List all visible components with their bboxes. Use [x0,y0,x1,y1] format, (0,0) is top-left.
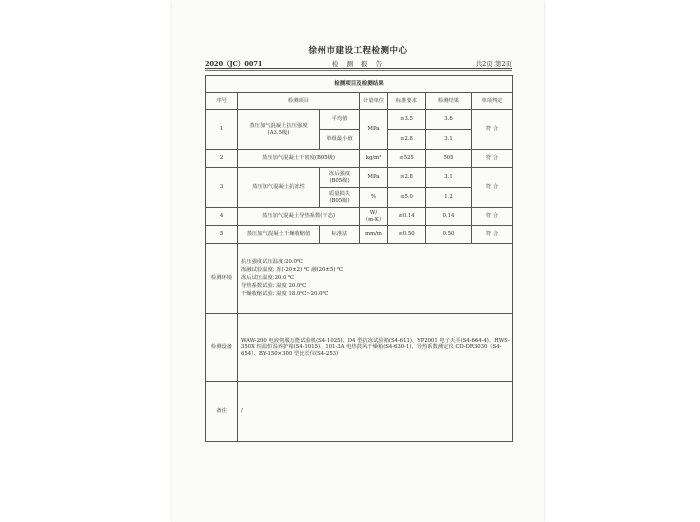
row-judgement: 符 合 [472,208,513,226]
table-caption: 检测项目及检测结果 [206,76,513,93]
row-item: 蒸压加气混凝土导热系数(干态) [238,208,360,226]
row-unit: W/（m·K） [360,208,388,226]
row-result: 0.50 [426,226,472,244]
environment-line: 干燥收缩试验: 温度 18.0℃~20.0℃ [241,291,329,298]
note-row [206,382,513,442]
row-subitem: 标准法 [320,226,360,244]
environment-line: 冻融试验温度: 冻(-20±2) ℃ 融(20±5) ℃ [241,267,343,274]
note-content: / [238,382,513,442]
col-header-no: 序号 [206,93,238,110]
report-page [172,0,544,522]
row-no: 5 [206,226,238,244]
table-row [206,110,513,130]
center-name: 徐州市建设工程检测中心 [308,46,408,56]
row-result: 3.1 [426,130,472,150]
table-row [206,168,513,188]
row-judgement: 符 合 [472,110,513,150]
row-subitem [320,188,360,208]
row-result: 505 [426,150,472,168]
row-unit: MPa [360,168,388,188]
row-subitem: 平均值 [320,110,360,130]
row-item-line2: (A3.5级) [267,129,290,136]
row-no: 3 [206,168,238,208]
table-row [206,226,513,244]
row-result: 3.6 [426,110,472,130]
row-standard: ≤5.0 [388,188,426,208]
row-standard: ≥3.5 [388,110,426,130]
row-judgement: 符 合 [472,226,513,244]
equipment-label: 检测设备 [206,314,238,382]
environment-line: 导热系数试验: 温度 20.0℃ [241,283,307,290]
row-item: 蒸压加气混凝土抗冻性 [238,168,320,208]
row-standard: ≤0.50 [388,226,426,244]
row-judgement: 符 合 [472,168,513,208]
environment-line: 冻后试压温度:20.0 ℃ [241,275,294,282]
environment-row [206,244,513,314]
page-count: 共2页 第2页 [475,60,512,68]
col-header-unit: 计量单位 [360,93,388,110]
row-no: 2 [206,150,238,168]
row-unit: MPa [360,110,388,150]
equipment-content: WAW-200 电液伺服万能试验机(S4-1025)、D4 型抗冻试验箱(S4-611)、YP2001 电子天平(S4-664-4)、HWS-350X 恒温恒湿养护箱(S4-1015)、101-3A 电热鼓风干燥箱(S4-630-1)、导热系数测定仪 CD-DR3030（S4-654）、BY-150×300 型比长仪(S4-253) [238,314,513,382]
row-subitem [320,168,360,188]
report-number: 2020（JC）0071 [205,60,263,68]
col-header-standard: 标准要求 [388,93,426,110]
row-unit: mm/m [360,226,388,244]
environment-content [238,244,513,314]
row-judgement: 符 合 [472,150,513,168]
row-standard: ≥2.8 [388,130,426,150]
row-standard: ≤525 [388,150,426,168]
row-subitem-line1: 冻后强度 [328,170,351,177]
row-subitem-line2: (B05级) [329,177,350,184]
environment-line: 抗压强度试压温度:20.0℃ [241,258,303,265]
header-divider [205,68,512,69]
table-row [206,208,513,226]
col-header-item: 检测项目 [238,93,360,110]
row-item: 蒸压加气混凝土干密度(B05级) [238,150,360,168]
environment-label: 检测环境 [206,244,238,314]
row-unit: kg/m³ [360,150,388,168]
table-row [206,150,513,168]
row-standard: ≥2.8 [388,168,426,188]
row-item-line1: 蒸压加气混凝土抗压强度 [249,122,308,129]
row-item: 蒸压加气混凝土干燥收缩值 [238,226,320,244]
row-no: 1 [206,110,238,150]
header-divider-thin [205,70,512,71]
row-subitem: 单组最小值 [320,130,360,150]
report-title: 检 测 报 告 [331,60,386,68]
col-header-result: 检测结果 [426,93,472,110]
row-subitem-line2: (B05级) [329,197,350,204]
row-result: 1.2 [426,188,472,208]
results-table [205,75,513,442]
note-label: 备注 [206,382,238,442]
row-standard: ≤0.14 [388,208,426,226]
row-no: 4 [206,208,238,226]
row-result: 0.14 [426,208,472,226]
row-result: 3.1 [426,168,472,188]
row-unit: % [360,188,388,208]
row-subitem-line1: 质量损失 [328,190,351,197]
equipment-row [206,314,513,382]
row-item [238,110,320,150]
col-header-judgement: 单项判定 [472,93,513,110]
table-header-row [206,93,513,110]
